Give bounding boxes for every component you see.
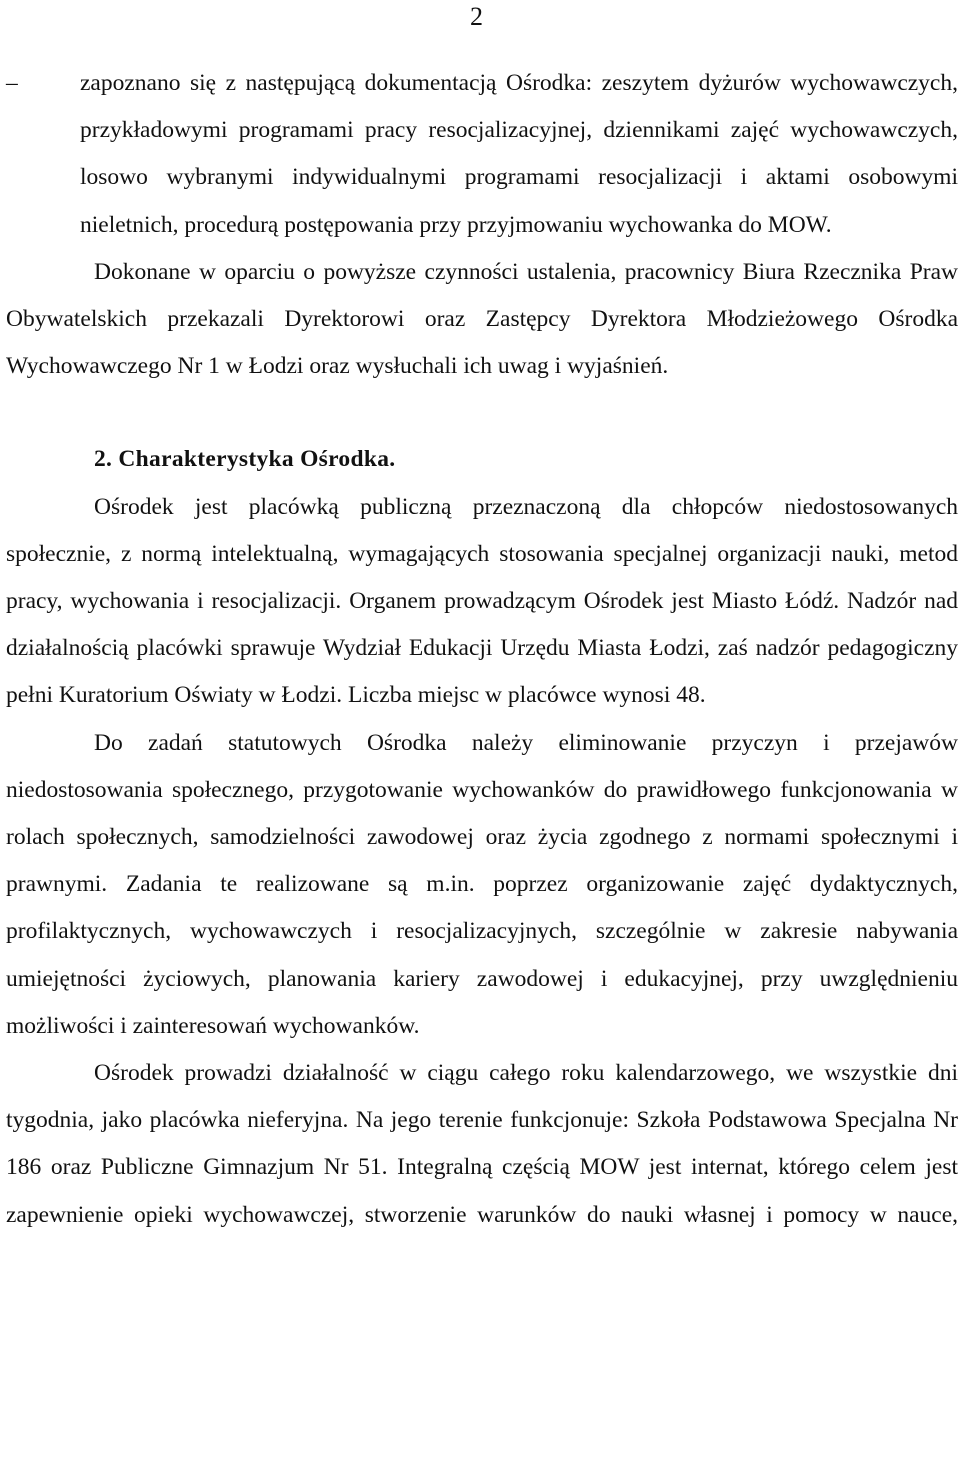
document-body [6, 60, 958, 1239]
bullet-text: zapoznano się z następującą dokumentacją Ośrodka: zeszytem dyżurów wychowawczych, przykładowymi programami pracy resocjalizacyjnej, dziennikami zajęć wychowawczych, losowo wybranymi indywidualnymi programami resocjalizacji i aktami osobowymi nieletnich, procedurą postępowania przy przyjmowaniu wychowanka do MOW. [80, 70, 958, 238]
paragraph-characteristics: Ośrodek jest placówką publiczną przeznaczoną dla chłopców niedostosowanych społecznie, z normą intelektualną, wymagających stosowania specjalnej organizacji nauki, metod pracy, wychowania i resocjalizacji. Organem prowadzącym Ośrodek jest Miasto Łódź. Nadzór nad działalnością placówki sprawuje Wydział Edukacji Urzędu Miasta Łodzi, zaś nadzór pedagogiczny pełni Kuratorium Oświaty w Łodzi. Liczba miejsc w placówce wynosi 48. [6, 493, 958, 709]
page-number: 2 [470, 2, 483, 31]
bullet-item [6, 60, 958, 249]
paragraph-findings: Dokonane w oparciu o powyższe czynności ustalenia, pracownicy Biura Rzecznika Praw Obywatelskich przekazali Dyrektorowi oraz Zastępcy Dyrektora Młodzieżowego Ośrodka Wychowawczego Nr 1 w Łodzi oraz wysłuchali ich uwag i wyjaśnień. [6, 258, 958, 380]
paragraph-activity: Ośrodek prowadzi działalność w ciągu całego roku kalendarzowego, we wszystkie dni tygodnia, jako placówka nieferyjna. Na jego terenie funkcjonuje: Szkoła Podstawowa Specjalna Nr 186 oraz Publiczne Gimnazjum Nr 51. Integralną częścią MOW jest internat, którego celem jest zapewnienie opieki wychowawczej, stworzenie warunków do nauki własnej i pomocy w nauce, [6, 1060, 958, 1228]
paragraph-statutory-tasks: Do zadań statutowych Ośrodka należy eliminowanie przyczyn i przejawów niedostosowania społecznego, przygotowanie wychowanków do prawidłowego funkcjonowania w rolach społecznych, samodzielności zawodowej oraz życia zgodnego z normami społecznymi i prawnymi. Zadania te realizowane są m.in. poprzez organizowanie zajęć dydaktycznych, profilaktycznych, wychowawczych i resocjalizacyjnych, szczególnie w zakresie nabywania umiejętności życiowych, planowania kariery zawodowej i edukacyjnej, przy uwzględnieniu możliwości i zainteresowań wychowanków. [6, 729, 958, 1039]
bullet-dash: – [6, 70, 18, 96]
section-heading: 2. Charakterystyka Ośrodka. [94, 446, 396, 473]
